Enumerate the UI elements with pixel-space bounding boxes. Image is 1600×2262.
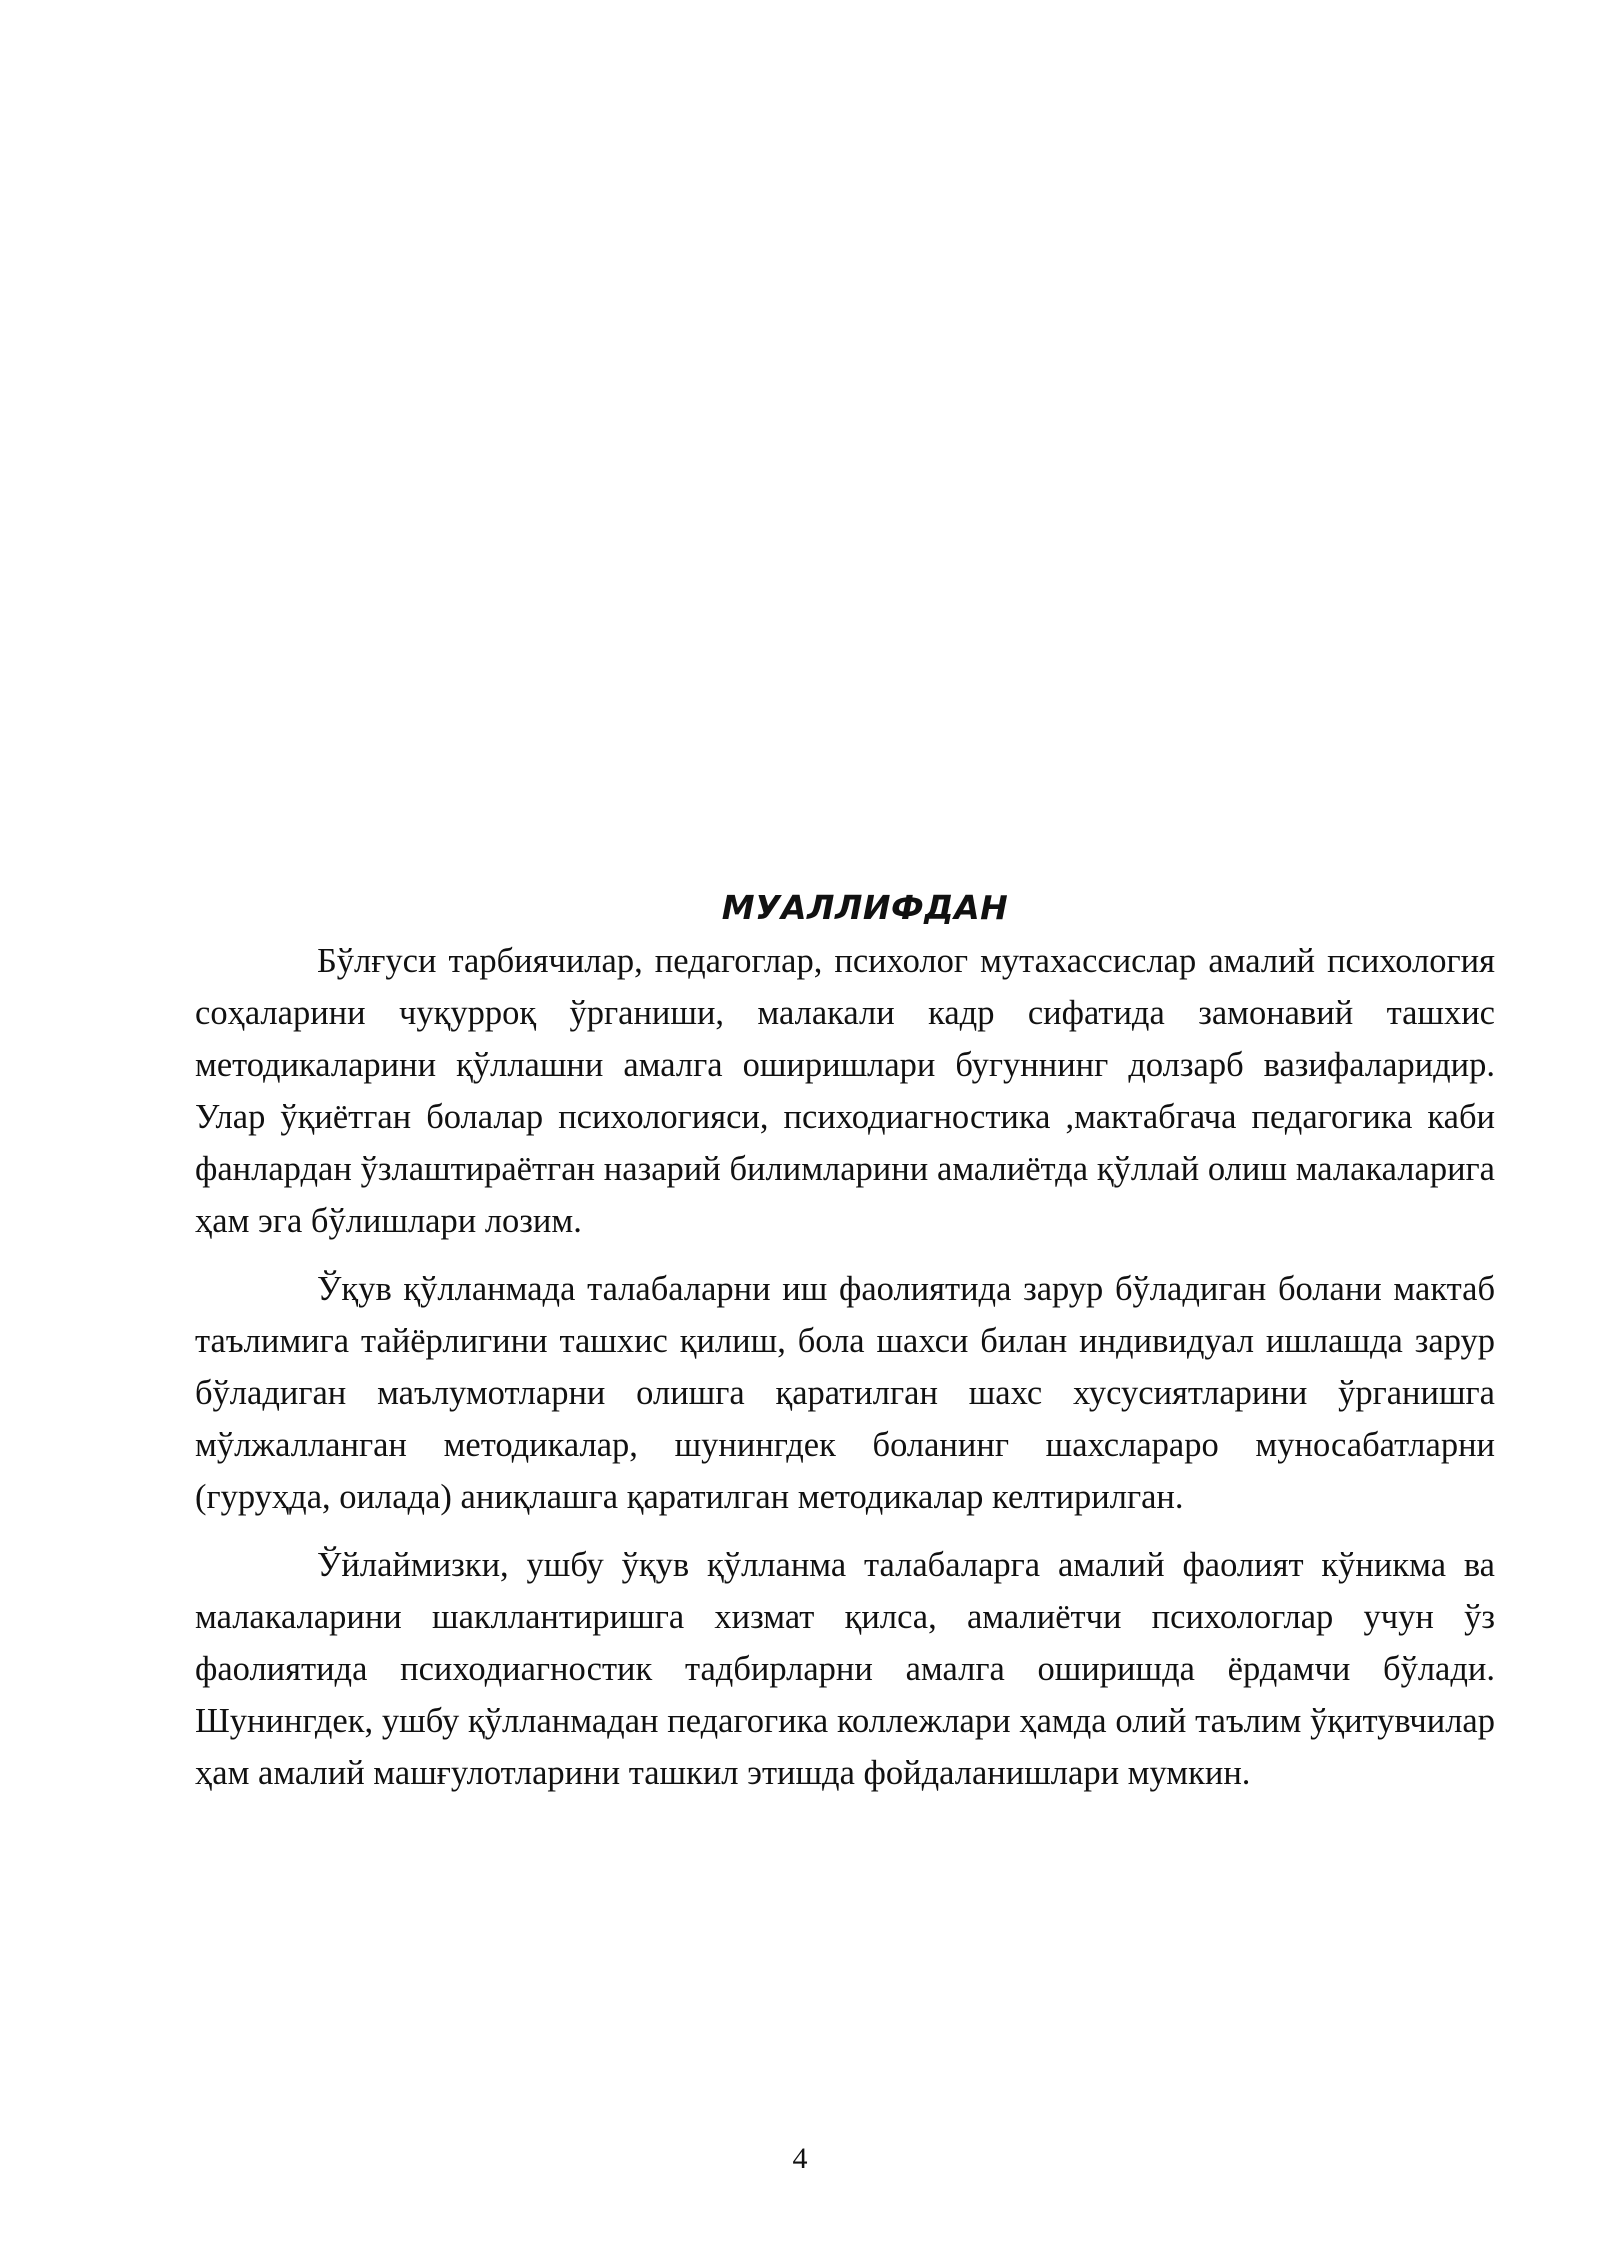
paragraph-1: Бўлғуси тарбиячилар, педагоглар, психолог мутахассислар амалий психология соҳаларини чуқурроқ ўрганиши, малакали кадр сифатида замонавий ташхис методикаларини қўллашни амалга оширишлари бугуннинг долзарб вазифаларидир. Улар ўқиётган болалар психологияси, психодиагностика ,мактабгача педагогика каби фанлардан ўзлаштираётган назарий билимларини амалиётда қўллай олиш малакаларига ҳам эга бўлишлари лозим. — [195, 942, 1495, 1240]
paragraph-2: Ўқув қўлланмада талабаларни иш фаолиятида зарур бўладиган болани мактаб таълимига тайёрлигини ташхис қилиш, бола шахси билан индивидуал ишлашда зарур бўладиган маълумотларни олишга қаратилган шахс хусусиятларини ўрганишга мўлжалланган методикалар, шунингдек боланинг шахслараро муносабатларни (гуруҳда, оилада) аниқлашга қаратилган методикалар келтирилган. — [195, 1270, 1495, 1516]
page-number: 4 — [792, 2142, 808, 2175]
section-heading: МУАЛЛИФДАН — [721, 888, 1009, 927]
paragraph-3: Ўйлаймизки, ушбу ўқув қўлланма талабаларга амалий фаолият кўникма ва малакаларини шакллантиришга хизмат қилса, амалиётчи психологлар учун ўз фаолиятида психодиагностик тадбирларни амалга оширишда ёрдамчи бўлади. Шунингдек, ушбу қўлланмадан педагогика коллежлари ҳамда олий таълим ўқитувчилар ҳам амалий машғулотларини ташкил этишда фойдаланишлари мумкин. — [195, 1546, 1495, 1792]
page-content — [195, 888, 1495, 1815]
